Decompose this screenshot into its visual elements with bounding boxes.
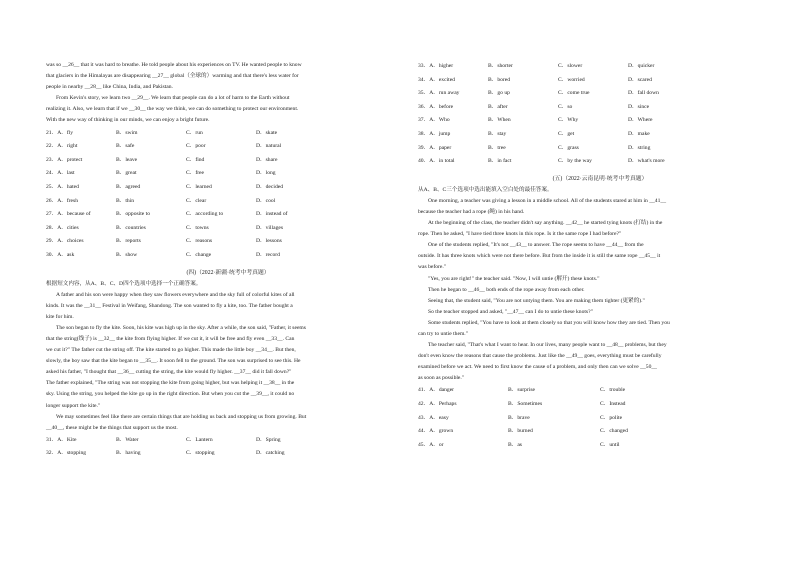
section-4-title: (四)（2022·新疆·统考中考真题） [186,269,270,276]
passage-line: was so __26__ that it was hard to breathe. He told people about his experiences on TV. He wanted people to know [46,62,302,68]
option-a: 24．A．last [46,170,75,177]
option-a: 40．A．in total [418,158,455,165]
option-b: B．Water [116,436,139,443]
option-c: C．free [186,170,205,177]
passage-line: One morning, a teacher was giving a lesson in a middle school. All of the students stared at him in __41__ [428,197,666,204]
option-c: C．find [186,156,205,163]
option-d: D．decided [256,183,284,190]
option-c: C．stopping [186,450,215,457]
passage-line: __40__, these might be the things that support us the most. [46,424,178,431]
option-b: B．Sometimes [508,401,543,408]
option-c: C．Lantern [186,436,213,443]
option-row [418,398,782,412]
option-a: 23．A．protect [46,156,83,163]
passage-line: Then he began to __46__ both ends of the rope away from each other. [428,286,585,293]
options-41-45 [418,384,782,452]
option-a: 36．A．before [418,103,454,110]
option-d: D．scared [628,76,652,83]
option-row [418,128,782,142]
option-b: B．safe [116,143,135,150]
option-row [418,425,782,439]
option-a: 33．A．higher [418,63,454,69]
option-c: C．poor [186,143,206,150]
option-b: B．leave [116,156,138,163]
passage-line: "Yes, you are right!" the teacher said. "Now, I will untie (解开) these knots." [428,275,600,282]
passage-line: longer support the kite." [46,402,101,409]
passage-line: slowly, the boy saw that the kite began to __35__. It soon fell to the ground. The son was surprised to see this. He [46,358,301,365]
option-b: B．shorter [488,63,513,69]
option-c: C．until [600,441,620,448]
passage-line: With the new way of thinking in our minds, we can enjoy a bright future. [46,117,210,124]
option-d: D．what's more [628,158,665,165]
option-a: 31．A．Kite [46,436,77,443]
passage-line: The son began to fly the kite. Soon, his kite was high up in the sky. After a while, the son said, "Father, it seems [56,324,306,331]
option-c: C．trouble [600,387,626,394]
passage-5 [418,196,782,385]
option-b: B．having [116,450,141,457]
option-d: D．lessons [256,238,282,245]
option-c: C．by the way [558,158,592,165]
option-c: C．run [186,129,203,136]
option-row [418,155,782,169]
option-c: C．Instead [600,401,626,408]
option-row [418,114,782,128]
option-row [46,140,410,154]
passage-line: that the string(线子) is __32__ the kite from flying higher. If we cut it, it will be free and fly even __33__. Can [46,335,295,342]
passage-line: was before." [418,264,447,271]
passage-3-tail [46,60,410,127]
passage-line: Some students replied, "You have to look at them closely so that you will know how they are tied. Then you [428,319,670,326]
option-row [46,195,410,209]
option-b: B．reports [116,238,141,245]
option-a: 26．A．fresh [46,197,79,204]
option-c: C．reasons [186,238,213,245]
option-a: 43．A．easy [418,414,449,421]
passage-line: At the beginning of the class, the teacher didn't say anything. __42__ he started tying knots (打结) in the [428,220,663,227]
option-d: D．skate [256,129,278,136]
option-row [418,60,782,74]
passage-line: we cut it?" The father cut the string off. The kite started to go higher. This made the little boy __34__. But then, [46,347,296,354]
option-c: C．slower [558,63,583,69]
option-a: 22．A．right [46,143,78,150]
option-row [418,74,782,88]
right-column [418,60,782,452]
passage-line: asked his father, "I thought that __36__ cutting the string, the kite would fly higher. __37__ did it fall down?" [46,369,292,376]
option-a: 28．A．cities [46,224,79,231]
passage-line: can try to untie them." [418,330,468,337]
passage-line: people in nearby __28__ like China, India, and Pakistan. [46,84,173,91]
passage-line: because the teacher had a rope (绳) in his hand. [418,208,525,215]
passage-line: kite for him. [46,313,74,320]
passage-line: that glaciers in the Himalayas are disappearing __27__ global（全球的）warming and that there's less water for [46,73,299,80]
option-row [46,181,410,195]
section-5-title: (五)（2022·云南昆明·统考中考真题） [552,175,648,182]
passage-line: as soon as possible." [418,375,465,382]
options-21-30 [46,127,410,263]
option-c: C．worried [558,76,585,83]
option-d: D．cool [256,197,276,204]
option-a: 30．A．ask [46,251,75,258]
option-c: C．changed [600,428,628,435]
section-4-instruction: 根据短文内容，从A、B、C、D四个选项中选择一个正确答案。 [46,280,202,287]
option-c: C．towns [186,224,209,231]
option-a: 37．A．Who [418,117,450,124]
option-row [46,249,410,263]
option-c: C．get [558,130,575,137]
option-c: C．Why [558,117,579,124]
option-a: 42．A．Perhaps [418,401,457,408]
option-c: C．grass [558,144,579,151]
passage-line: A father and his son were happy when they saw flowers everywhere and the sky full of colorful kites of all [56,291,295,298]
option-b: B．burned [508,428,533,435]
option-b: B．brave [508,414,530,421]
option-d: D．since [628,103,650,110]
section-5-instruction: 从A、B、C三个选项中选出能填入空白处的最佳答案。 [418,186,553,193]
passage-line: The father explained, "The string was not stopping the kite from going higher, but was helping it __38__ in the [46,380,295,387]
passage-line: One of the students replied, "It's not __43__ to answer. The rope seems to have __44__ from the [428,242,644,249]
option-b: B．surprise [508,387,536,394]
option-row [418,101,782,115]
option-a: 39．A．paper [418,144,452,151]
option-row [46,222,410,236]
passage-4 [46,290,410,434]
option-row [46,208,410,222]
passage-line: don't even know the reasons that cause the problems. Just like the __49__ goes, everything must be carefully [418,353,662,360]
option-d: D．make [628,130,650,137]
option-a: 21．A．fly [46,129,74,136]
option-b: B．countries [116,224,146,231]
option-a: 44．A．grown [418,428,454,435]
option-row [46,434,410,448]
option-a: 32．A．stopping [46,450,87,457]
option-b: B．bored [488,76,511,83]
option-a: 27．A．because of [46,211,91,218]
option-d: D．catching [256,450,285,457]
option-a: 35．A．run away [418,90,460,97]
option-d: D．natural [256,143,282,150]
option-b: B．opposite to [116,211,151,218]
option-row [46,447,410,461]
option-d: D．fall down [628,90,659,97]
option-d: D．Spring [256,436,281,443]
passage-line: realizing it. Also, we learn that if we __30__ the way we think, we can do something to protect our environment. [46,106,299,113]
passage-line: The teacher said, "That's what I want to hear. In our lives, many people want to __48__ problems, but they [428,342,667,349]
passage-line: We may sometimes feel like there are certain things that are holding us back and stopping us from growing. But [56,413,307,420]
option-a: 45．A．or [418,441,444,448]
option-a: 41．A．danger [418,387,455,394]
option-row [46,235,410,249]
option-d: D．share [256,156,278,163]
option-b: B．show [116,251,138,258]
option-b: B．after [488,103,508,110]
passage-line: rope. Then he asked, "I have tied three knots in this rope. Is it the same rope I had before?" [418,231,622,238]
option-row [418,87,782,101]
option-b: B．stay [488,130,507,137]
option-b: B．agreed [116,183,141,190]
option-row [46,154,410,168]
passage-line: examined before we act. We need to first know the cause of a problem, and only then can we solve __50__ [418,364,657,371]
option-b: B．When [488,117,511,124]
option-b: B．tree [488,144,506,151]
options-33-40 [418,60,782,169]
option-c: C．change [186,251,212,258]
passage-line: From Kevin's story, we learn two __29__. We learn that people can do a lot of harm to the Earth without [56,95,290,102]
option-d: D．long [256,170,276,177]
option-row [46,127,410,141]
option-d: D．quicker [628,63,655,69]
option-c: C．polite [600,414,623,421]
option-a: 38．A．jump [418,130,451,137]
option-row [418,412,782,426]
option-b: B．great [116,170,137,177]
option-row [46,167,410,181]
passage-line: kinds. It was the __31__ Festival in Weifang, Shandong. The son wanted to fly a kite, too. The father bought a [46,302,293,309]
option-c: C．clear [186,197,207,204]
option-b: B．as [508,441,522,448]
passage-line: So the teacher stopped and asked, "__47__ can I do to untie these knots?" [428,308,593,315]
option-c: C．come true [558,90,590,97]
option-d: D．villages [256,224,284,231]
option-a: 34．A．excited [418,76,455,83]
option-c: C．learned [186,183,212,190]
option-c: C．so [558,103,573,110]
passage-line: Seeing that, the student said, "You are not untying them. You are making them tighter (更紧的)." [428,297,645,304]
option-b: B．in fact [488,158,512,165]
option-row [418,384,782,398]
option-row [418,439,782,453]
option-a: 25．A．hated [46,183,79,190]
option-c: C．according to [186,211,224,218]
option-d: D．record [256,251,280,258]
option-row [418,142,782,156]
option-b: B．go up [488,90,510,97]
left-column [46,60,410,461]
option-b: B．swim [116,129,138,136]
option-a: 29．A．choices [46,238,84,245]
option-d: D．Where [628,117,653,124]
option-d: D．string [628,144,651,151]
option-d: D．instead of [256,211,288,218]
passage-line: sky. Using the string, you helped the kite go up in the right direction. But when you cut the __39__, it could no [46,391,295,398]
passage-line: outside. It has three knots which were not there before. But from the inside it is still the same rope __45__ it [418,253,661,260]
option-b: B．thin [116,197,135,204]
